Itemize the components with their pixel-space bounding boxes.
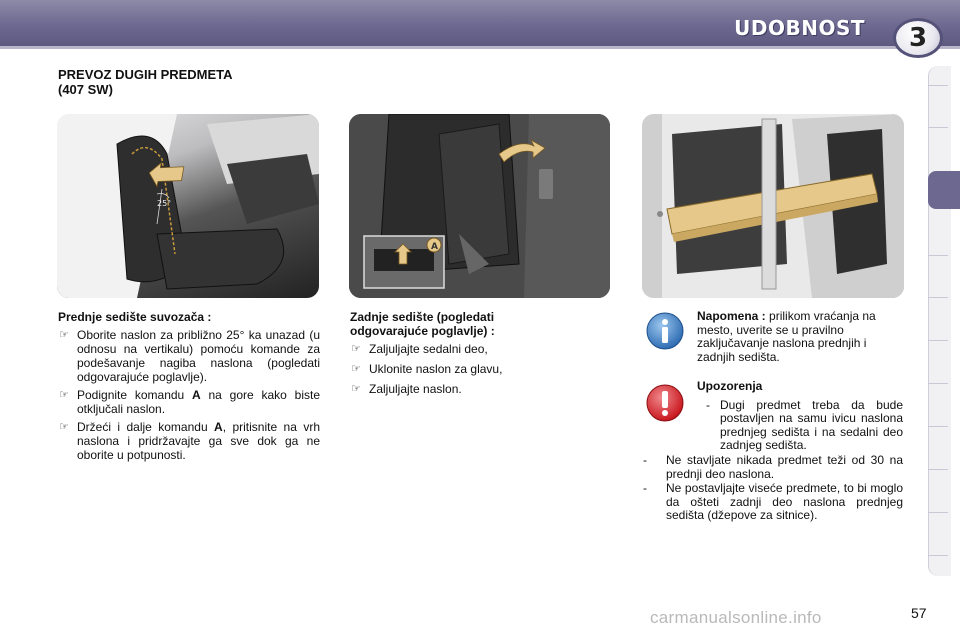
tab-divider bbox=[928, 127, 948, 128]
photo-long-object bbox=[642, 114, 904, 298]
warning-text: Dugi predmet treba da bude postavljen na samu ivicu naslona prednjeg sedišta i na sedalni deo zadnjeg sedišta. bbox=[720, 397, 903, 452]
dash-marker: - bbox=[643, 453, 647, 467]
tab-divider bbox=[928, 555, 948, 556]
bullet-text: , pritisnite na vrh naslona i pridržavajte ga sve dok ga ne oborite u potpunosti. bbox=[77, 420, 320, 462]
pointing-hand-icon: ☞ bbox=[351, 362, 361, 375]
header-stripe bbox=[0, 46, 960, 49]
dash-marker: - bbox=[643, 481, 647, 495]
pointing-hand-icon: ☞ bbox=[59, 420, 69, 433]
list-item bbox=[697, 399, 903, 453]
note-paragraph bbox=[697, 310, 903, 364]
chapter-number-badge: 3 bbox=[893, 18, 943, 58]
tab-divider bbox=[928, 512, 948, 513]
rear-seat-instructions bbox=[350, 310, 612, 400]
warning-icon bbox=[645, 383, 685, 423]
rear-seat-title-line1: Zadnje sedište (pogledati bbox=[350, 310, 495, 324]
list-item bbox=[350, 362, 612, 376]
command-label: A bbox=[192, 388, 201, 402]
warnings-block bbox=[697, 380, 903, 454]
front-seat-title: Prednje sedište suvozača : bbox=[58, 310, 212, 324]
section-title bbox=[58, 67, 233, 97]
photo-front-seat bbox=[57, 114, 319, 298]
photo-rear-seat bbox=[349, 114, 610, 298]
long-object-illustration bbox=[642, 114, 904, 298]
note-text: prilikom vraćanja na mesto, uverite se u pravilno zaključavanje naslona prednjih i zadnjih sedišta. bbox=[697, 309, 876, 364]
warnings-continued bbox=[641, 454, 903, 524]
bullet-text: Oborite naslon za približno 25° ka unazad (u odnosu na vertikalu) pomoću komande za podešavanje nagiba naslona (pogledati odgovarajuće poglavlje). bbox=[77, 328, 320, 384]
tab-divider bbox=[928, 297, 948, 298]
note-label: Napomena : bbox=[697, 309, 766, 323]
tab-divider bbox=[928, 255, 948, 256]
page-number: 57 bbox=[911, 605, 927, 621]
tab-divider bbox=[928, 340, 948, 341]
pointing-hand-icon: ☞ bbox=[351, 342, 361, 355]
tab-divider bbox=[928, 383, 948, 384]
section-title-line2: (407 SW) bbox=[58, 82, 113, 97]
chapter-tab-strip bbox=[928, 66, 951, 576]
list-item bbox=[58, 420, 320, 462]
front-seat-instructions bbox=[58, 310, 320, 466]
bullet-text: Zaljuljajte sedalni deo, bbox=[369, 342, 488, 356]
warnings-title: Upozorenja bbox=[697, 379, 763, 393]
list-item bbox=[350, 342, 612, 356]
bullet-text: Podignite komandu bbox=[77, 388, 193, 402]
tab-divider bbox=[928, 85, 948, 86]
list-item bbox=[641, 454, 903, 481]
bullet-text: Držeći i dalje komandu bbox=[77, 420, 215, 434]
angle-label: 25° bbox=[157, 199, 172, 208]
rear-seat-illustration bbox=[349, 114, 610, 298]
callout-label-a: A bbox=[431, 242, 438, 252]
pointing-hand-icon: ☞ bbox=[351, 382, 361, 395]
list-item bbox=[641, 482, 903, 523]
chapter-tab-active[interactable] bbox=[928, 171, 960, 209]
bullet-text: na gore kako biste otključali naslon. bbox=[77, 388, 320, 416]
rear-seat-title-line2: odgovarajuće poglavlje) : bbox=[350, 324, 495, 338]
command-label: A bbox=[214, 420, 223, 434]
section-title-line1: PREVOZ DUGIH PREDMETA bbox=[58, 67, 233, 82]
watermark: carmanualsonline.info bbox=[650, 608, 822, 627]
pointing-hand-icon: ☞ bbox=[59, 388, 69, 401]
bullet-text: Zaljuljajte naslon. bbox=[369, 382, 462, 396]
warning-text: Ne stavljate nikada predmet teži od 30 na prednji deo naslona. bbox=[666, 453, 903, 481]
pointing-hand-icon: ☞ bbox=[59, 328, 69, 341]
list-item bbox=[58, 328, 320, 384]
bullet-text: Uklonite naslon za glavu, bbox=[369, 362, 503, 376]
chapter-title: UDOBNOST bbox=[734, 16, 865, 40]
info-icon bbox=[645, 311, 685, 351]
tab-divider bbox=[928, 426, 948, 427]
dash-marker: - bbox=[706, 397, 710, 412]
tab-divider bbox=[928, 469, 948, 470]
list-item bbox=[350, 382, 612, 396]
rear-seat-title bbox=[350, 310, 612, 338]
warning-text: Ne postavljajte viseće predmete, to bi moglo da ošteti zadnji deo naslona prednjeg sedišta (džepove za sitnice). bbox=[666, 481, 903, 522]
front-seat-illustration bbox=[57, 114, 319, 298]
list-item bbox=[58, 388, 320, 416]
